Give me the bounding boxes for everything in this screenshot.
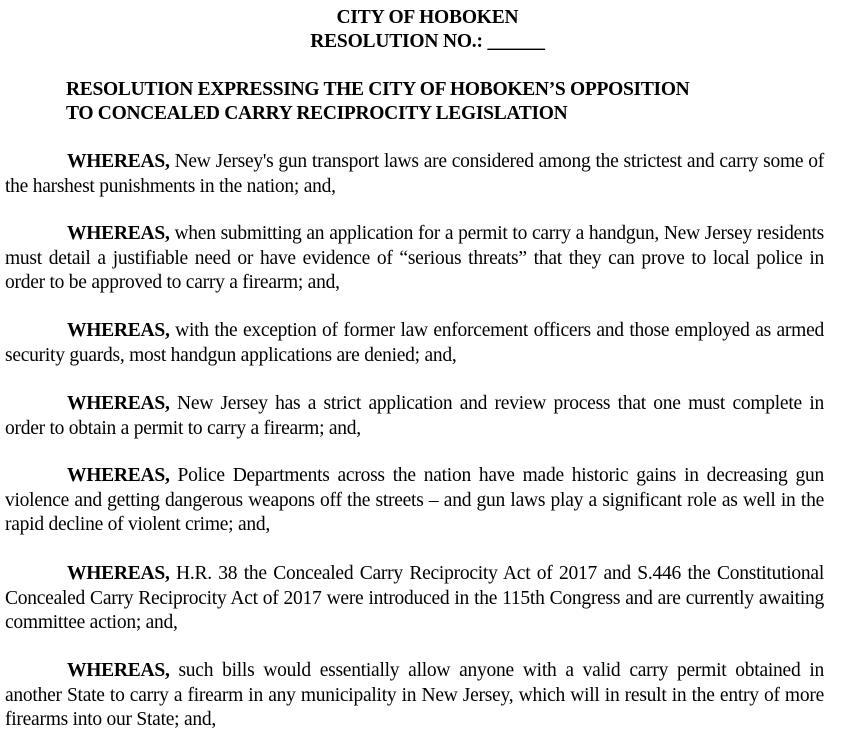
whereas-clause bbox=[5, 319, 824, 368]
resolution-number-heading: RESOLUTION NO.: ______ bbox=[310, 31, 545, 52]
clause-keyword: WHEREAS, bbox=[67, 320, 170, 341]
clause-text: when submitting an application for a permit to carry a handgun, New Jersey residents must detail a justifiable need or have evidence of “serious threats” that they can prove to local police in order to be approved to carry a firearm; and, bbox=[5, 223, 824, 293]
whereas-clause bbox=[5, 464, 824, 538]
clause-keyword: WHEREAS, bbox=[67, 660, 170, 681]
clause-keyword: WHEREAS, bbox=[67, 465, 170, 486]
clause-text: Police Departments across the nation have made historic gains in decreasing gun violence and getting dangerous weapons off the streets – and gun laws play a significant role as well in the rapid decline of violent crime; and, bbox=[5, 465, 824, 535]
clause-keyword: WHEREAS, bbox=[67, 563, 170, 584]
clause-text: New Jersey has a strict application and review process that one must complete in order to obtain a permit to carry a firearm; and, bbox=[5, 393, 824, 439]
document-city-heading: CITY OF HOBOKEN bbox=[336, 7, 519, 28]
clause-keyword: WHEREAS, bbox=[67, 151, 170, 172]
whereas-clause bbox=[5, 392, 824, 441]
resolution-title-line-1: RESOLUTION EXPRESSING THE CITY OF HOBOKEN’S OPPOSITION bbox=[66, 79, 690, 100]
resolution-title-line-2: TO CONCEALED CARRY RECIPROCITY LEGISLATION bbox=[66, 103, 568, 124]
clause-text: with the exception of former law enforcement officers and those employed as armed security guards, most handgun applications are denied; and, bbox=[5, 320, 824, 366]
clause-keyword: WHEREAS, bbox=[67, 223, 170, 244]
clause-keyword: WHEREAS, bbox=[67, 393, 170, 414]
whereas-clause bbox=[5, 150, 824, 199]
clause-text: H.R. 38 the Concealed Carry Reciprocity Act of 2017 and S.446 the Constitutional Concealed Carry Reciprocity Act of 2017 were introduced in the 115th Congress and are currently awaiting committee action; and, bbox=[5, 563, 824, 633]
clause-text: New Jersey's gun transport laws are considered among the strictest and carry some of the harshest punishments in the nation; and, bbox=[5, 151, 824, 197]
clause-text: such bills would essentially allow anyone with a valid carry permit obtained in another State to carry a firearm in any municipality in New Jersey, which will in result in the entry of more firearms into our State; and, bbox=[5, 660, 824, 730]
whereas-clause bbox=[5, 222, 824, 296]
whereas-clause bbox=[5, 659, 824, 733]
whereas-clause bbox=[5, 562, 824, 636]
